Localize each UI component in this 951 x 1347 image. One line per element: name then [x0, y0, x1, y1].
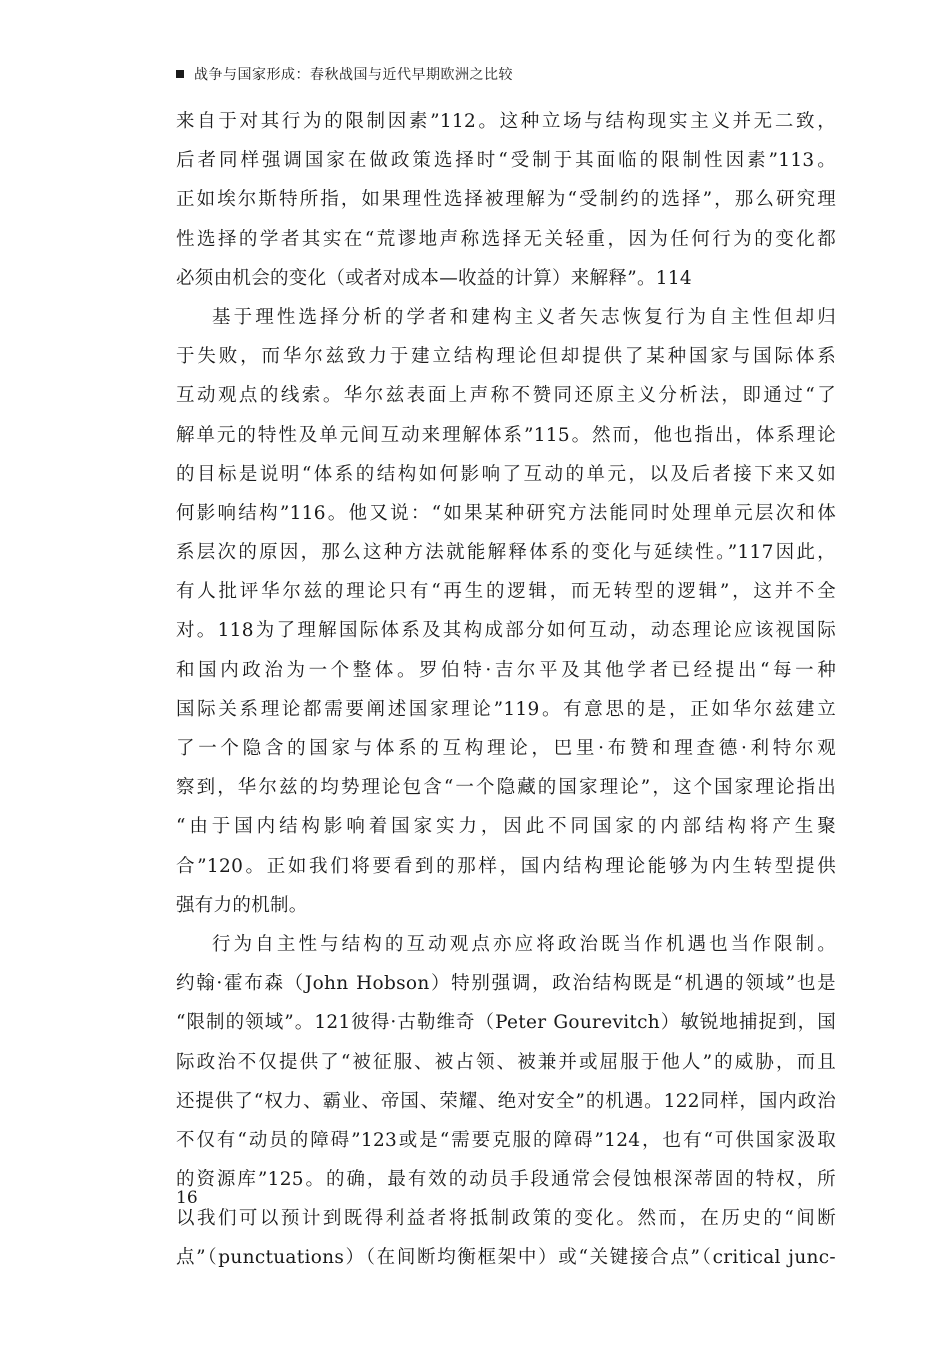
text-line: 国际关系理论都需要阐述国家理论”119。有意思的是，正如华尔兹建立	[176, 698, 836, 720]
text-line: 行为自主性与结构的互动观点亦应将政治既当作机遇也当作限制。	[212, 933, 836, 955]
text-line: 以我们可以预计到既得利益者将抵制政策的变化。然而，在历史的“间断	[176, 1208, 836, 1230]
text-line: 正如埃尔斯特所指，如果理性选择被理解为“受制约的选择”，那么研究理	[176, 189, 836, 211]
text-line: 还提供了“权力、霸业、帝国、荣耀、绝对安全”的机遇。122同样，国内政治	[176, 1090, 836, 1112]
text-line: 系层次的原因，那么这种方法就能解释体系的变化与延续性。”117因此，	[176, 542, 836, 564]
text-line: 不仅有“动员的障碍”123或是“需要克服的障碍”124，也有“可供国家汲取	[176, 1129, 836, 1151]
text-line: 的目标是说明“体系的结构如何影响了互动的单元，以及后者接下来又如	[176, 463, 836, 485]
text-line: 来自于对其行为的限制因素”112。这种立场与结构现实主义并无二致，	[176, 111, 836, 132]
text-line: 点”（punctuations）（在间断均衡框架中）或“关键接合点”（critical junc-	[176, 1247, 836, 1269]
header-title: 战争与国家形成：春秋战国与近代早期欧洲之比较	[194, 67, 513, 83]
text-line: 于失败，而华尔兹致力于建立结构理论但却提供了某种国家与国际体系	[176, 346, 836, 368]
text-line: 对。118为了理解国际体系及其构成部分如何互动，动态理论应该视国际	[176, 620, 836, 642]
text-line: 后者同样强调国家在做政策选择时“受制于其面临的限制性因素”113。	[176, 150, 836, 172]
text-line: 察到，华尔兹的均势理论包含“一个隐藏的国家理论”，这个国家理论指出	[176, 777, 836, 799]
body-text	[176, 102, 836, 1278]
text-line: 何影响结构”116。他又说：“如果某种研究方法能同时处理单元层次和体	[176, 502, 836, 524]
text-line: 有人批评华尔兹的理论只有“再生的逻辑，而无转型的逻辑”，这并不全	[176, 581, 836, 603]
text-line: 和国内政治为一个整体。罗伯特·吉尔平及其他学者已经提出“每一种	[176, 659, 836, 681]
text-line: 必须由机会的变化（或者对成本—收益的计算）来解释”。114	[176, 267, 692, 289]
text-line: 互动观点的线索。华尔兹表面上声称不赞同还原主义分析法，即通过“了	[176, 385, 836, 407]
text-line: 合”120。正如我们将要看到的那样，国内结构理论能够为内生转型提供	[176, 855, 836, 877]
text-line: 的资源库”125。的确，最有效的动员手段通常会侵蚀根深蒂固的特权，所	[176, 1169, 836, 1191]
text-line: 际政治不仅提供了“被征服、被占领、被兼并或屈服于他人”的威胁，而且	[176, 1051, 836, 1073]
header-square-icon	[176, 70, 184, 78]
text-line: 了一个隐含的国家与体系的互构理论，巴里·布赞和理查德·利特尔观	[176, 738, 836, 759]
page-number: 16	[176, 1188, 198, 1208]
text-line: 基于理性选择分析的学者和建构主义者矢志恢复行为自主性但却归	[212, 306, 836, 328]
text-line: 强有力的机制。	[176, 894, 308, 916]
running-header	[176, 64, 513, 84]
text-line: 解单元的特性及单元间互动来理解体系”115。然而，他也指出，体系理论	[176, 424, 836, 446]
text-line: “限制的领域”。121彼得·古勒维奇（Peter Gourevitch）敏锐地捕捉到，国	[176, 1012, 836, 1034]
text-line: 约翰·霍布森（John Hobson）特别强调，政治结构既是“机遇的领域”也是	[176, 973, 836, 995]
text-line: 性选择的学者其实在“荒谬地声称选择无关轻重，因为任何行为的变化都	[176, 228, 836, 250]
text-line: “由于国内结构影响着国家实力，因此不同国家的内部结构将产生聚	[176, 816, 836, 838]
